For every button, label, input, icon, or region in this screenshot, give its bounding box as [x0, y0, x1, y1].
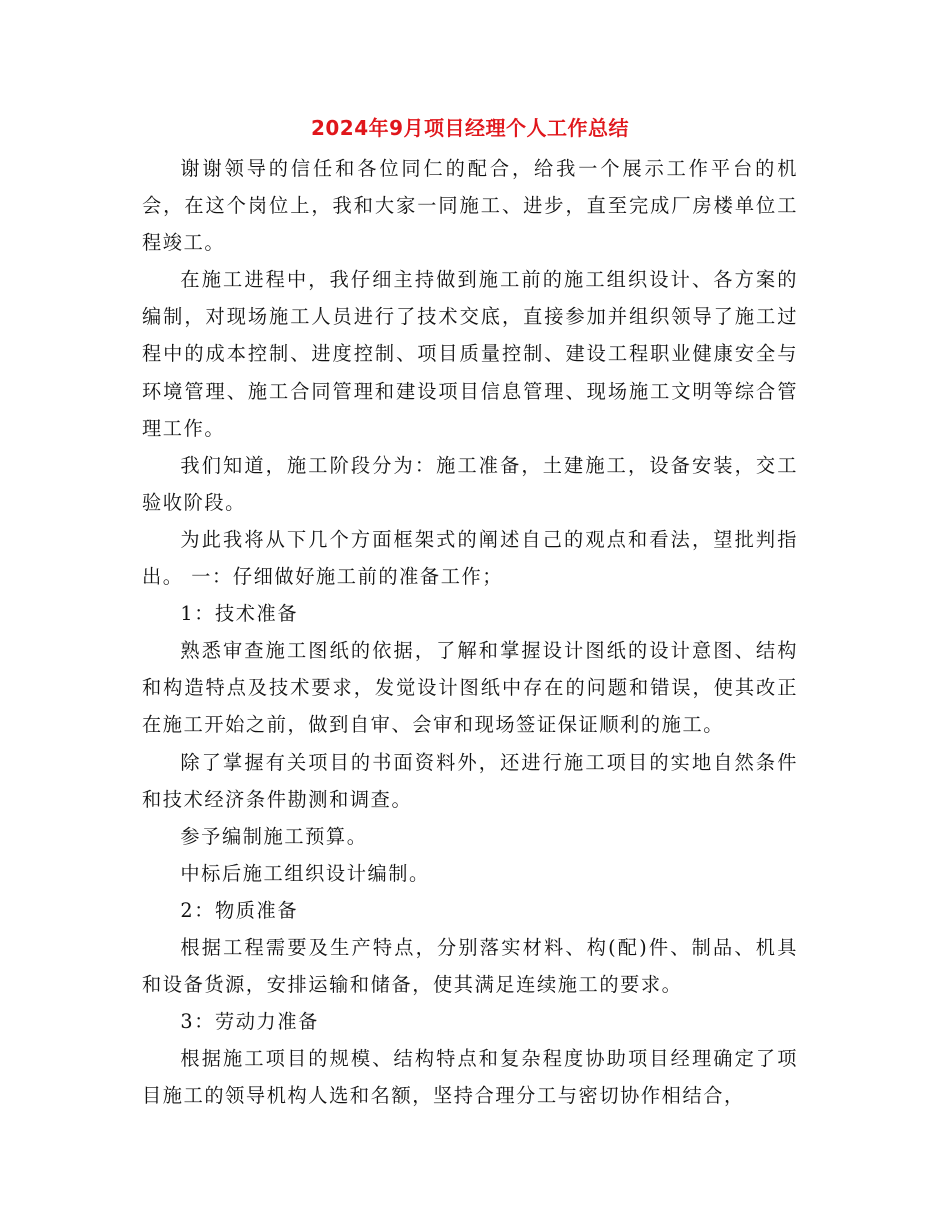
paragraph-9: 中标后施工组织设计编制。: [180, 861, 430, 885]
document-title: 2024年9月项目经理个人工作总结: [310, 116, 630, 140]
paragraph-4: 为此我将从下几个方面框架式的阐述自己的观点和看法，望批判指出。 一：仔细做好施工前的准备工作；: [142, 527, 798, 589]
document-body: [142, 108, 798, 1114]
paragraph-3: 我们知道，施工阶段分为：施工准备，土建施工，设备安装，交工验收阶段。: [142, 453, 798, 514]
paragraph-7: 除了掌握有关项目的书面资料外，还进行施工项目的实地自然条件和技术经济条件勘测和调查。: [142, 750, 798, 811]
section-heading-material: 2：物质准备: [180, 898, 299, 922]
paragraph-11: 根据工程需要及生产特点，分别落实材料、构(配)件、制品、机具和设备货源，安排运输和储备，使其满足连续施工的要求。: [142, 935, 798, 997]
paragraph-6: 熟悉审查施工图纸的依据，了解和掌握设计图纸的设计意图、结构和构造特点及技术要求，发觉设计图纸中存在的问题和错误，使其改正在施工开始之前，做到自审、会审和现场签证保证顺利的施工。: [142, 639, 798, 737]
paragraph-1: 谢谢领导的信任和各位同仁的配合，给我一个展示工作平台的机会，在这个岗位上，我和大家一同施工、进步，直至完成厂房楼单位工程竣工。: [142, 157, 798, 255]
paragraph-8: 参予编制施工预算。: [180, 824, 368, 848]
section-heading-technical: 1：技术准备: [180, 602, 299, 626]
section-heading-labor: 3：劳动力准备: [180, 1010, 319, 1034]
paragraph-2: 在施工进程中，我仔细主持做到施工前的施工组织设计、各方案的编制，对现场施工人员进行了技术交底，直接参加并组织领导了施工过程中的成本控制、进度控制、项目质量控制、建设工程职业健康安全与环境管理、施工合同管理和建设项目信息管理、现场施工文明等综合管理工作。: [142, 268, 798, 440]
paragraph-13: 根据施工项目的规模、结构特点和复杂程度协助项目经理确定了项目施工的领导机构人选和名额，坚持合理分工与密切协作相结合，: [142, 1047, 798, 1108]
